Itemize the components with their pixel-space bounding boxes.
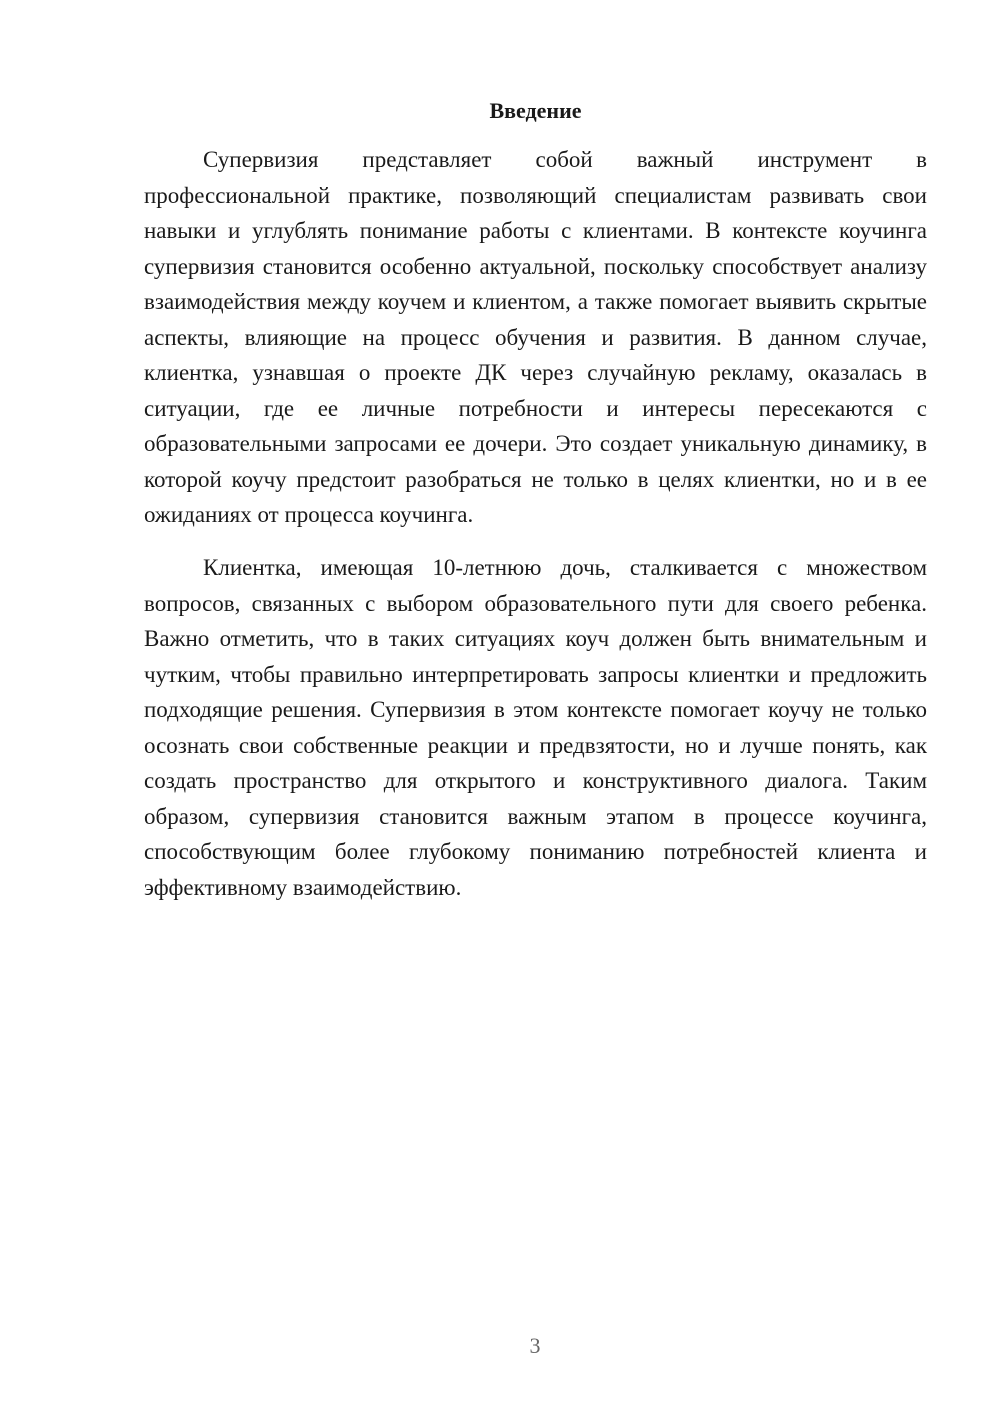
paragraph-1: Супервизия представляет собой важный инструмент в профессиональной практике, позволяющий специалистам развивать свои навыки и углублять понимание работы с клиентами. В контексте коучинга супервизия становится особенно актуальной, поскольку способствует анализу взаимодействия между коучем и клиентом, а также помогает выявить скрытые аспекты, влияющие на процесс обучения и развития. В данном случае, клиентка, узнавшая о проекте ДК через случайную рекламу, оказалась в ситуации, где ее личные потребности и интересы пересекаются с образовательными запросами ее дочери. Это создает уникальную динамику, в которой коучу предстоит разобраться не только в целях клиентки, но и в ее ожиданиях от процесса коучинга. bbox=[144, 147, 927, 527]
paragraph-2: Клиентка, имеющая 10-летнюю дочь, сталкивается с множеством вопросов, связанных с выбором образовательного пути для своего ребенка. Важно отметить, что в таких ситуациях коуч должен быть внимательным и чутким, чтобы правильно интерпретировать запросы клиентки и предложить подходящие решения. Супервизия в этом контексте помогает коучу не только осознать свои собственные реакции и предвзятости, но и лучше понять, как создать пространство для открытого и конструктивного диалога. Таким образом, супервизия становится важным этапом в процессе коучинга, способствующим более глубокому пониманию потребностей клиента и эффективному взаимодействию. bbox=[144, 555, 927, 900]
section-heading: Введение bbox=[489, 98, 582, 123]
page-number: 3 bbox=[529, 1333, 541, 1358]
